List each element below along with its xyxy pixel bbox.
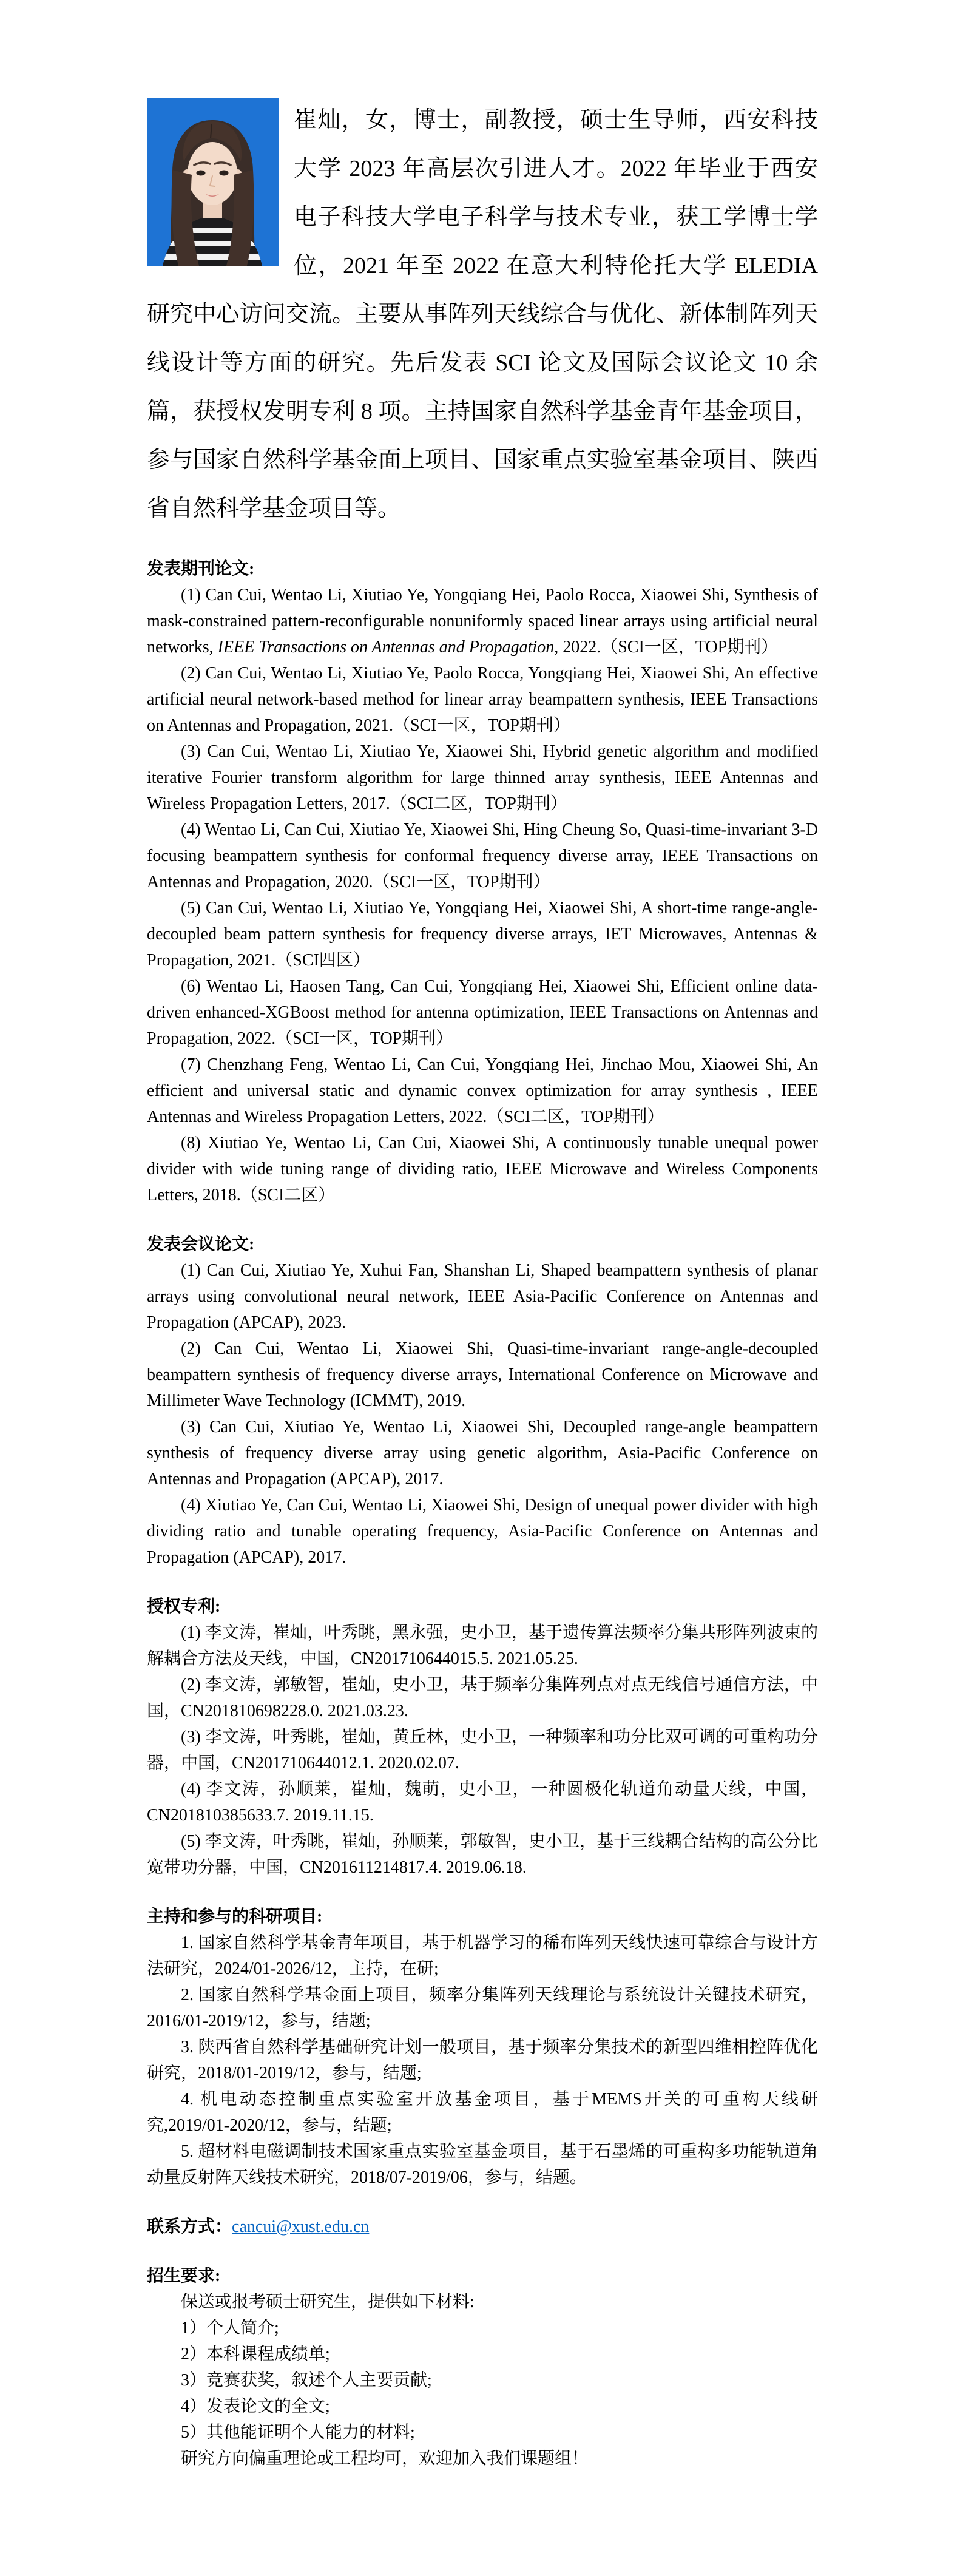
patents-section: [147, 1594, 818, 1881]
profile-photo: [147, 98, 279, 266]
list-item: 5. 超材料电磁调制技术国家重点实验室基金项目，基于石墨烯的可重构多功能轨道角动量反射阵天线技术研究，2018/07-2019/06，参与，结题。: [147, 2142, 818, 2187]
list-item: (4) 李文涛，孙顺莱，崔灿，魏萌，史小卫，一种圆极化轨道角动量天线，中国，CN201810385633.7. 2019.11.15.: [147, 1780, 818, 1825]
conference-papers-section: [147, 1231, 818, 1570]
list-item: 1. 国家自然科学基金青年项目，基于机器学习的稀布阵列天线快速可靠综合与设计方法研究，2024/01-2026/12，主持，在研;: [147, 1933, 818, 1978]
projects-section: [147, 1904, 818, 2191]
face: [188, 142, 237, 205]
bio-text: 崔灿，女，博士，副教授，硕士生导师，西安科技大学 2023 年高层次引进人才。2022 年毕业于西安电子科技大学电子科学与技术专业，获工学博士学位，2021 年至 2022 在意大利特伦托大学 ELEDIA 研究中心访问交流。主要从事阵列天线综合与优化、新体制阵列天线设计等方面的研究。先后发表 SCI 论文及国际会议论文 10 余篇，获授权发明专利 8 项。主持国家自然科学基金青年基金项目，参与国家自然科学基金面上项目、国家重点实验室基金项目、陕西省自然科学基金项目等。: [147, 107, 818, 521]
conference-papers-heading: 发表会议论文:: [147, 1235, 255, 1254]
list-item: 3）竞赛获奖，叙述个人主要贡献;: [181, 2371, 432, 2390]
list-item: (1) Can Cui, Xiutiao Ye, Xuhui Fan, Shanshan Li, Shaped beampattern synthesis of planar arrays using convolutional neural network, IEEE Asia-Pacific Conference on Antennas and Propagation (APCAP), 2023.: [147, 1261, 818, 1332]
list-item: (3) 李文涛，叶秀眺，崔灿，黄丘林，史小卫，一种频率和功分比双可调的可重构功分器，中国，CN201710644012.1. 2020.02.07.: [147, 1728, 818, 1773]
contact-label: 联系方式：: [147, 2217, 232, 2236]
list-item: (5) 李文涛，叶秀眺，崔灿，孙顺莱，郭敏智，史小卫，基于三线耦合结构的高公分比宽带功分器，中国，CN201611214817.4. 2019.06.18.: [147, 1832, 818, 1877]
conference-papers-list: [147, 1257, 818, 1570]
list-item: (2) Can Cui, Wentao Li, Xiutiao Ye, Paolo Rocca, Yongqiang Hei, Xiaowei Shi, An effective artificial neural network-based method for linear array beampattern synthesis, IEEE Transactions on Antennas and Propagation, 2021.（SCI一区，TOP期刊）: [147, 664, 818, 735]
list-item: (2) Can Cui, Wentao Li, Xiaowei Shi, Quasi-time-invariant range-angle-decoupled beampattern synthesis of frequency diverse arrays, International Conference on Microwave and Millimeter Wave Technology (ICMMT), 2019.: [147, 1339, 818, 1410]
eye-right: [220, 171, 229, 176]
list-item: (3) Can Cui, Xiutiao Ye, Wentao Li, Xiaowei Shi, Decoupled range-angle beampattern synthesis of frequency diverse array using genetic algorithm, Asia-Pacific Conference on Antennas and Propagation (APCAP), 2017.: [147, 1418, 818, 1489]
list-item: 3. 陕西省自然科学基础研究计划一般项目，基于频率分集技术的新型四维相控阵优化研究，2018/01-2019/12，参与，结题;: [147, 2038, 818, 2083]
list-item: 5）其他能证明个人能力的材料;: [181, 2423, 415, 2442]
bio-section: [147, 96, 818, 533]
journal-papers-section: [147, 556, 818, 1208]
list-item: (4) Xiutiao Ye, Can Cui, Wentao Li, Xiaowei Shi, Design of unequal power divider with high dividing ratio and tunable operating frequency, Asia-Pacific Conference on Antennas and Propagation (APCAP), 2017.: [147, 1496, 818, 1567]
patents-list: [147, 1620, 818, 1881]
list-item: (4) Wentao Li, Can Cui, Xiutiao Ye, Xiaowei Shi, Hing Cheung So, Quasi-time-invariant 3-D focusing beampattern synthesis for conformal frequency diverse array, IEEE Transactions on Antennas and Propagation, 2020.（SCI一区，TOP期刊）: [147, 820, 818, 891]
list-item: 2）本科课程成绩单;: [181, 2345, 330, 2364]
admission-intro: 保送或报考硕士研究生，提供如下材料:: [181, 2293, 475, 2311]
patents-heading: 授权专利:: [147, 1597, 221, 1616]
portrait-illustration: [147, 98, 279, 266]
list-item: (7) Chenzhang Feng, Wentao Li, Can Cui, Yongqiang Hei, Jinchao Mou, Xiaowei Shi, An efficient and universal static and dynamic convex optimization for array synthesis , IEEE Antennas and Wireless Propagation Letters, 2022.（SCI二区，TOP期刊）: [147, 1055, 818, 1126]
projects-list: [147, 1930, 818, 2191]
contact-line: [147, 2214, 818, 2240]
list-item: 1）个人简介;: [181, 2319, 279, 2338]
eye-left: [197, 171, 206, 176]
admission-heading: 招生要求:: [147, 2267, 221, 2285]
journal-papers-heading: 发表期刊论文:: [147, 559, 255, 578]
admission-section: [147, 2263, 818, 2472]
list-item: (1) 李文涛，崔灿，叶秀眺，黑永强，史小卫，基于遗传算法频率分集共形阵列波束的解耦合方法及天线，中国，CN201710644015.5. 2021.05.25.: [147, 1623, 818, 1668]
list-item: 4）发表论文的全文;: [181, 2397, 330, 2416]
list-item: (6) Wentao Li, Haosen Tang, Can Cui, Yongqiang Hei, Xiaowei Shi, Efficient online data-driven enhanced-XGBoost method for antenna optimization, IEEE Transactions on Antennas and Propagation, 2022.（SCI一区，TOP期刊）: [147, 977, 818, 1048]
journal-papers-list: [147, 582, 818, 1208]
list-item: (5) Can Cui, Wentao Li, Xiutiao Ye, Yongqiang Hei, Xiaowei Shi, A short-time range-angle-decoupled beam pattern synthesis for frequency diverse arrays, IET Microwaves, Antennas & Propagation, 2021.（SCI四区）: [147, 899, 818, 970]
list-item: 2. 国家自然科学基金面上项目，频率分集阵列天线理论与系统设计关键技术研究，2016/01-2019/12，参与，结题;: [147, 1986, 818, 2030]
list-item: (1) Can Cui, Wentao Li, Xiutiao Ye, Yongqiang Hei, Paolo Rocca, Xiaowei Shi, Synthesis of mask-constrained pattern-reconfigurable nonuniformly spaced linear arrays using artificial neural networks, IEEE Transactions on Antennas and Propagation, 2022.（SCI一区，TOP期刊）: [147, 586, 818, 657]
list-item: (8) Xiutiao Ye, Wentao Li, Can Cui, Xiaowei Shi, A continuously tunable unequal power divider with wide tuning range of dividing ratio, IEEE Microwave and Wireless Components Letters, 2018.（SCI二区）: [147, 1134, 818, 1205]
list-item: 4. 机电动态控制重点实验室开放基金项目，基于MEMS开关的可重构天线研究,2019/01-2020/12，参与，结题;: [147, 2090, 818, 2135]
email-link[interactable]: cancui@xust.edu.cn: [232, 2217, 370, 2236]
admission-list: [147, 2315, 818, 2446]
list-item: (3) Can Cui, Wentao Li, Xiutiao Ye, Xiaowei Shi, Hybrid genetic algorithm and modified iterative Fourier transform algorithm for large thinned array synthesis, IEEE Antennas and Wireless Propagation Letters, 2017.（SCI二区，TOP期刊）: [147, 742, 818, 813]
projects-heading: 主持和参与的科研项目:: [147, 1907, 323, 1926]
admission-closing: 研究方向偏重理论或工程均可，欢迎加入我们课题组！: [181, 2449, 589, 2468]
list-item: (2) 李文涛，郭敏智，崔灿，史小卫，基于频率分集阵列点对点无线信号通信方法，中国，CN201810698228.0. 2021.03.23.: [147, 1675, 818, 1720]
